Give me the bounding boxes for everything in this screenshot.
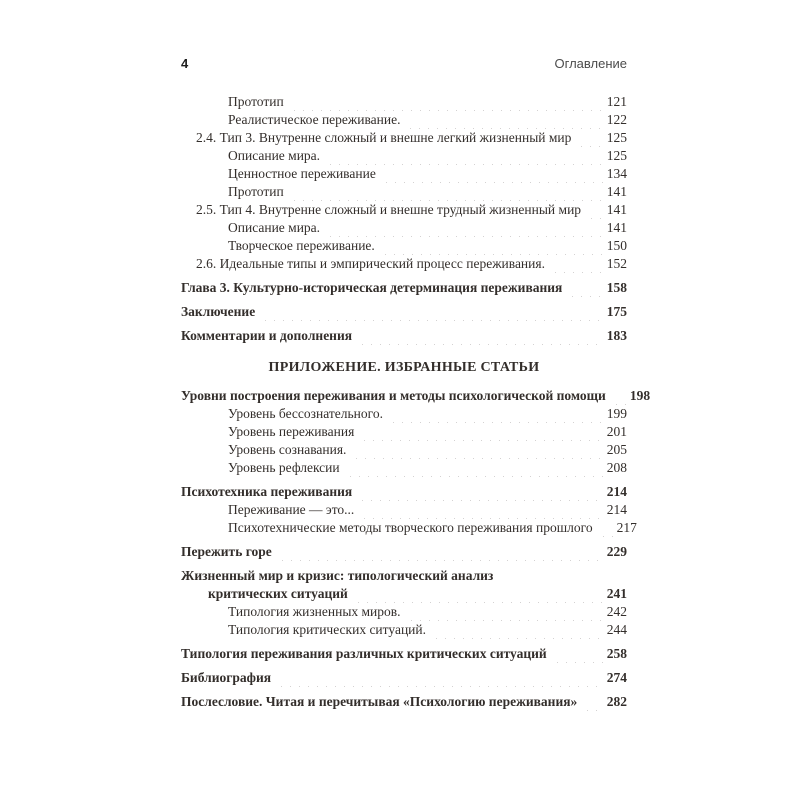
toc-entry-page: 244 [606, 622, 627, 637]
toc-entry-page: 122 [606, 112, 627, 127]
dot-leader [389, 405, 603, 423]
dot-leader [612, 387, 626, 405]
toc-entry-title: Реалистическое переживание. [228, 112, 401, 127]
toc-entry-page: 208 [606, 460, 627, 475]
toc-entry-title: Послесловие. Читая и перечитывая «Психологию переживания» [181, 694, 578, 709]
toc-list [181, 93, 651, 711]
toc-entry[interactable] [181, 279, 627, 297]
toc-entry-title: Заключение [181, 304, 256, 319]
toc-entry-title: Уровень сознавания. [228, 442, 347, 457]
toc-entry-title: Уровни построения переживания и методы психологической помощи [181, 388, 606, 403]
toc-entry[interactable] [196, 255, 627, 273]
dot-leader [381, 237, 603, 255]
toc-entry-title: Психотехнические методы творческого переживания прошлого [228, 520, 593, 535]
dot-leader [290, 93, 603, 111]
toc-entry[interactable] [181, 303, 627, 321]
toc-entry[interactable] [196, 201, 627, 219]
toc-entry[interactable] [228, 423, 627, 441]
toc-entry-title: Описание мира. [228, 148, 321, 163]
toc-entry-title: Глава 3. Культурно-историческая детерминация переживания [181, 280, 563, 295]
toc-entry[interactable] [181, 567, 627, 585]
folio-page-number: 4 [181, 56, 189, 71]
toc-entry[interactable] [228, 237, 627, 255]
toc-entry-page: 152 [606, 256, 627, 271]
toc-entry-title: Уровень переживания [228, 424, 355, 439]
dot-leader [577, 129, 602, 147]
toc-entry-title: Творческое переживание. [228, 238, 375, 253]
toc-entry[interactable] [228, 165, 627, 183]
toc-entry-title: Библиография [181, 670, 272, 685]
toc-entry[interactable] [228, 621, 627, 639]
running-title: Оглавление [554, 56, 627, 71]
toc-entry-page: 242 [606, 604, 627, 619]
toc-entry-title: Переживание — это... [228, 502, 355, 517]
toc-entry-title: Ценностное переживание [228, 166, 376, 181]
toc-entry-title: Прототип [228, 94, 284, 109]
toc-entry-page: 205 [606, 442, 627, 457]
toc-entry-page: 214 [606, 484, 627, 499]
dot-leader [407, 603, 603, 621]
dot-leader [599, 519, 613, 537]
toc-entry[interactable] [181, 669, 627, 687]
dot-leader [290, 183, 603, 201]
dot-leader [346, 459, 603, 477]
dot-leader [568, 279, 602, 297]
dot-leader [277, 669, 603, 687]
toc-entry-page: 125 [606, 148, 627, 163]
dot-leader [360, 423, 602, 441]
toc-entry-page: 150 [606, 238, 627, 253]
dot-leader [352, 441, 602, 459]
toc-entry-page: 141 [606, 220, 627, 235]
toc-entry-title: 2.4. Тип 3. Внутренне сложный и внешне легкий жизненный мир [196, 130, 572, 145]
toc-entry[interactable] [228, 147, 627, 165]
toc-entry-title: 2.6. Идеальные типы и эмпирический процесс переживания. [196, 256, 545, 271]
dot-leader [326, 147, 603, 165]
toc-entry-title: критических ситуаций [208, 586, 348, 601]
toc-entry-title: Уровень рефлексии [228, 460, 340, 475]
toc-entry[interactable] [228, 405, 627, 423]
toc-entry-page: 121 [606, 94, 627, 109]
toc-entry-page: 175 [606, 304, 627, 319]
toc-entry-title: Комментарии и дополнения [181, 328, 353, 343]
dot-leader [406, 111, 602, 129]
toc-entry-page: 158 [606, 280, 627, 295]
toc-entry-title: Типология критических ситуаций. [228, 622, 426, 637]
page-header [181, 56, 627, 72]
toc-entry-page: 229 [606, 544, 627, 559]
toc-entry-page: 274 [606, 670, 627, 685]
toc-entry-title: Жизненный мир и кризис: типологический анализ [181, 568, 494, 583]
toc-entry-page: 241 [606, 586, 627, 601]
toc-entry-page: 258 [606, 646, 627, 661]
toc-entry[interactable] [228, 501, 627, 519]
toc-entry[interactable] [181, 693, 627, 711]
dot-leader [583, 693, 602, 711]
dot-leader [326, 219, 603, 237]
toc-entry[interactable] [228, 93, 627, 111]
toc-entry-title: Описание мира. [228, 220, 321, 235]
toc-entry-page: 217 [616, 520, 637, 535]
toc-entry-title: Типология жизненных миров. [228, 604, 401, 619]
toc-entry-page: 134 [606, 166, 627, 181]
toc-entry[interactable] [228, 183, 627, 201]
dot-leader [553, 645, 603, 663]
toc-entry-title: Прототип [228, 184, 284, 199]
dot-leader [587, 201, 603, 219]
toc-entry-title: 2.5. Тип 4. Внутренне сложный и внешне трудный жизненный мир [196, 202, 582, 217]
toc-entry[interactable] [181, 645, 627, 663]
dot-leader [358, 327, 603, 345]
toc-entry-title: Психотехника переживания [181, 484, 353, 499]
toc-entry[interactable] [228, 519, 637, 537]
toc-entry-title: Пережить горе [181, 544, 272, 559]
toc-entry-page: 199 [606, 406, 627, 421]
dot-leader [432, 621, 603, 639]
toc-entry[interactable] [181, 543, 627, 561]
toc-entry[interactable] [181, 483, 627, 501]
toc-entry[interactable] [196, 129, 627, 147]
toc-entry[interactable] [228, 603, 627, 621]
toc-entry[interactable] [208, 585, 627, 603]
appendix-section-heading: ПРИЛОЖЕНИЕ. ИЗБРАННЫЕ СТАТЬИ [268, 360, 540, 375]
page-content [181, 56, 651, 711]
toc-entry[interactable] [181, 327, 627, 345]
dot-leader [551, 255, 603, 273]
dot-leader [261, 303, 603, 321]
toc-entry-page: 214 [606, 502, 627, 517]
toc-entry[interactable] [181, 387, 651, 405]
toc-entry-page: 201 [606, 424, 627, 439]
toc-entry-page: 183 [606, 328, 627, 343]
dot-leader [358, 483, 603, 501]
dot-leader [278, 543, 603, 561]
toc-entry-title: Уровень бессознательного. [228, 406, 383, 421]
toc-entry-page: 282 [606, 694, 627, 709]
dot-leader [360, 501, 602, 519]
toc-entry-page: 141 [606, 184, 627, 199]
toc-entry-page: 125 [606, 130, 627, 145]
toc-entry[interactable] [228, 441, 627, 459]
toc-entry-page: 141 [606, 202, 627, 217]
dot-leader [354, 585, 603, 603]
toc-entry-page: 198 [629, 388, 651, 403]
toc-entry-title: Типология переживания различных критических ситуаций [181, 646, 547, 661]
toc-entry[interactable] [228, 459, 627, 477]
toc-entry[interactable] [228, 111, 627, 129]
dot-leader [382, 165, 603, 183]
toc-entry[interactable] [228, 219, 627, 237]
